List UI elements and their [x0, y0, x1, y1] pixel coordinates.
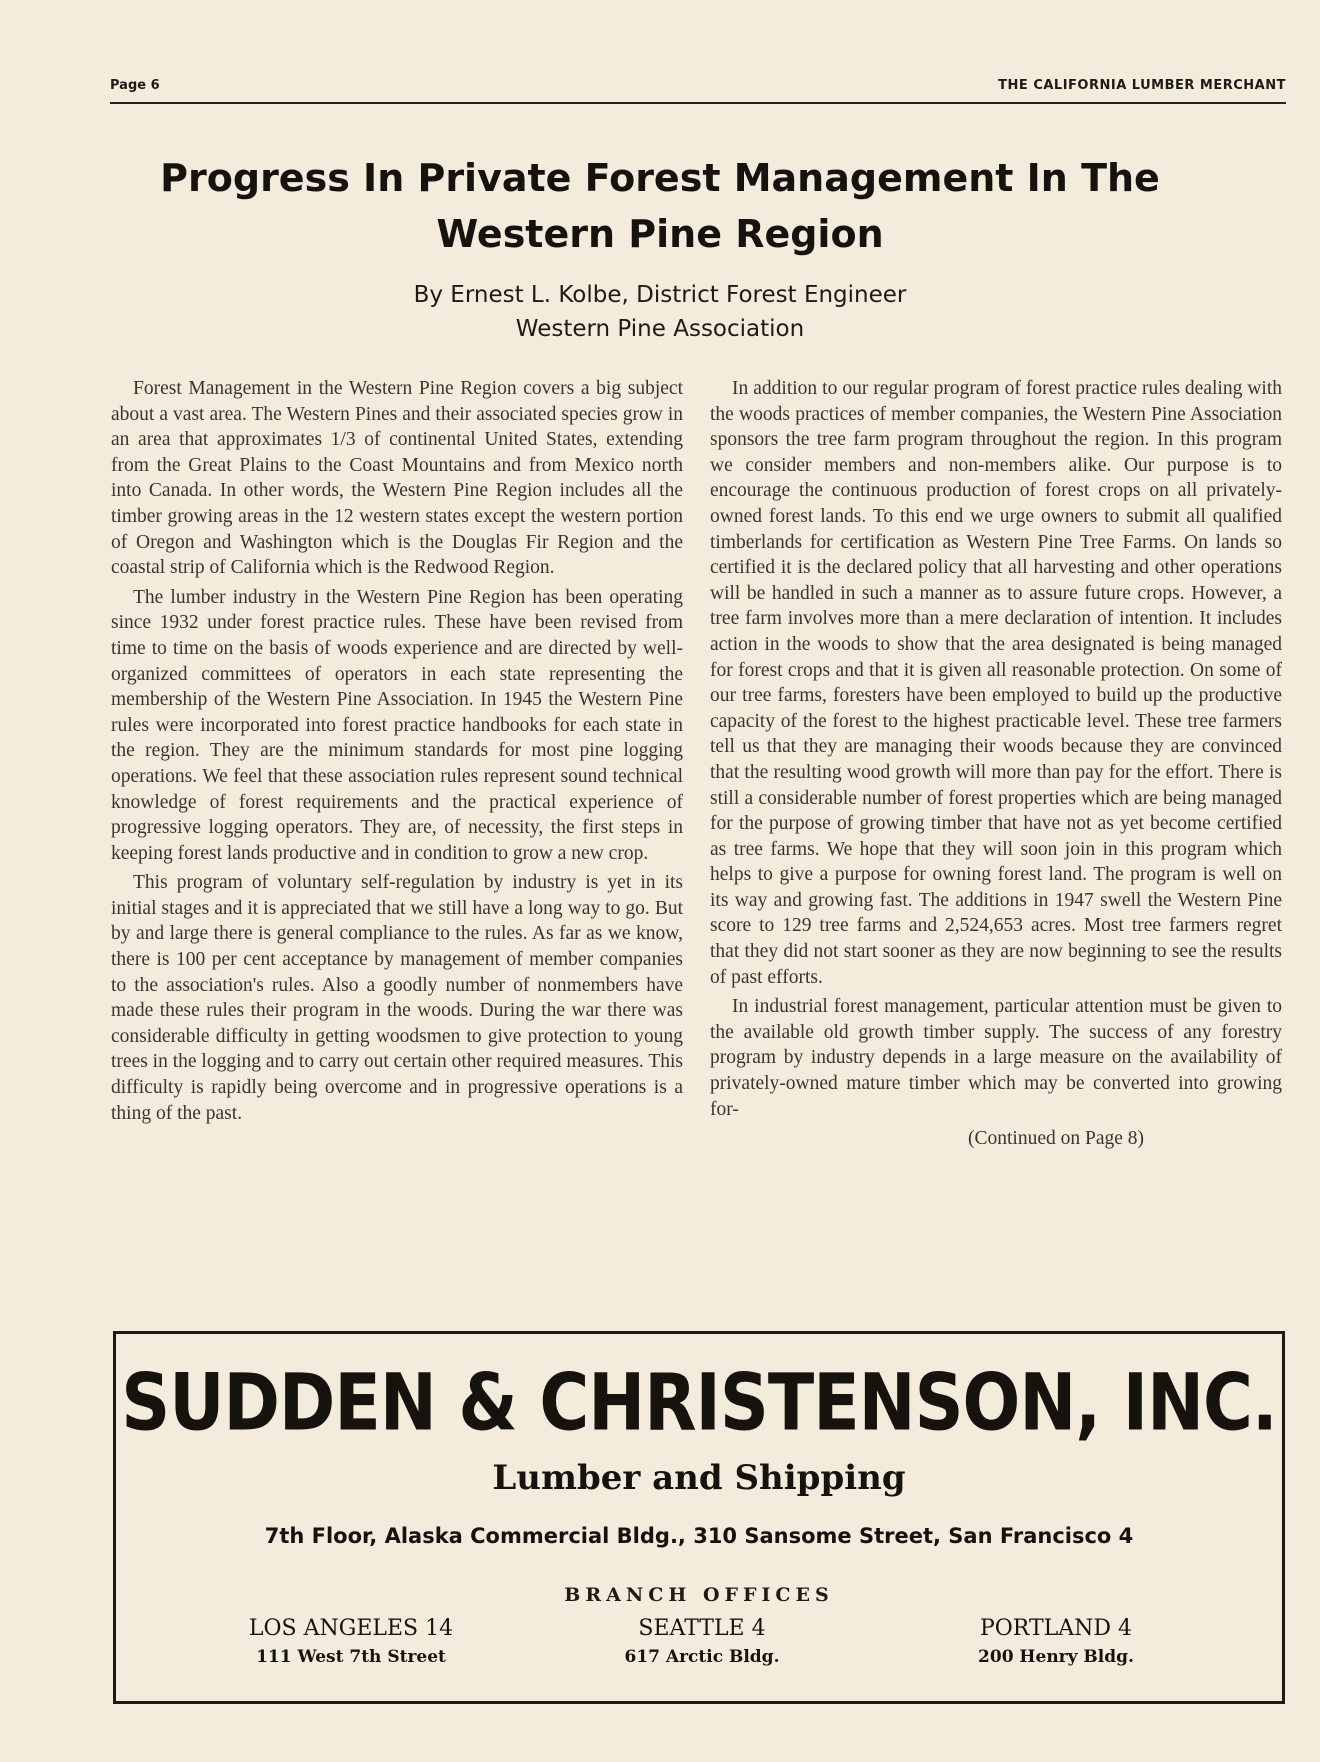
branch-address: 200 Henry Bldg. — [978, 1647, 1134, 1667]
branch-address: 617 Arctic Bldg. — [624, 1647, 780, 1667]
branch-city: PORTLAND 4 — [979, 1616, 1133, 1641]
continued-note: (Continued on Page 8) — [967, 1128, 1144, 1150]
advertisement — [113, 1331, 1285, 1704]
branch-office — [552, 1614, 852, 1670]
article-title: Progress In Private Forest Management In The Western Pine Region — [160, 156, 1160, 256]
branch-city: LOS ANGELES 14 — [248, 1616, 454, 1641]
ad-tagline: Lumber and Shipping — [492, 1458, 906, 1498]
paragraph: In addition to our regular program of forest practice rules dealing with the woods practices of member companies, the Western Pine Association sponsors the tree farm program throughout the region. In this program we consider members and non-members alike. Our purpose is to encourage the continuous production of forest crops on all privately-owned forest lands. To this end we urge owners to submit all qualified timberlands for certification as Western Pine Tree Farms. On lands so certified it is the declared policy that all harvesting and other operations will be handled in such a manner as to assure future crops. However, a tree farm involves more than a mere declaration of intention. It includes action in the woods to show that the area designated is being managed for forest crops and that it is given all reasonable protection. On some of our tree farms, foresters have been employed to build up the productive capacity of the forest to the highest practicable level. These tree farmers tell us that they are managing their woods because they are convinced that the resulting wood growth will more than pay for the effort. There is still a considerable number of forest properties which are being managed for the purpose of growing timber that have not as yet become certified as tree farms. We hope that they will soon join in this program which helps to give a purpose for owning forest land. The program is well on its way and growing fast. The additions in 1947 swell the Western Pine score to 129 tree farms and 2,524,653 acres. Most tree farmers regret that they did not start sooner as they are now beginning to see the results of past efforts. — [710, 378, 1282, 988]
header-rule — [110, 102, 1286, 104]
byline-organization: Western Pine Association — [515, 316, 805, 342]
byline — [160, 278, 1160, 346]
ad-company-name: SUDDEN & CHRISTENSON, INC. — [121, 1358, 1277, 1449]
ad-branch-heading: BRANCH OFFICES — [564, 1584, 834, 1606]
branch-office — [201, 1614, 501, 1670]
branch-office — [906, 1614, 1206, 1670]
byline-author: By Ernest L. Kolbe, District Forest Engineer — [413, 282, 907, 308]
publication-title: THE CALIFORNIA LUMBER MERCHANT — [998, 78, 1286, 93]
ad-main-address: 7th Floor, Alaska Commercial Bldg., 310 Sansome Street, San Francisco 4 — [264, 1524, 1134, 1548]
paragraph: In industrial forest management, particular attention must be given to the available old growth timber supply. The success of any forestry program by industry depends in a large measure on the availability of privately-owned mature timber which may be converted into growing for- — [710, 996, 1282, 1120]
paragraph: This program of voluntary self-regulation by industry is yet in its initial stages and it is appreciated that we still have a long way to go. But by and large there is general compliance to the rules. As far as we know, there is 100 per cent acceptance by management of member companies to the association's rules. Also a goodly number of nonmembers have made these rules their program in the woods. During the war there was considerable difficulty in getting woodsmen to give protection to young trees in the logging and to carry out certain other required measures. This difficulty is rapidly being overcome and in progressive operations is a thing of the past. — [111, 872, 683, 1124]
branch-address: 111 West 7th Street — [256, 1647, 446, 1667]
paragraph: Forest Management in the Western Pine Region covers a big subject about a vast area. The Western Pines and their associated species grow in an area that approximates 1/3 of continental United States, extending from the Great Plains to the Coast Mountains and from Mexico north into Canada. In other words, the Western Pine Region includes all the timber growing areas in the 12 western states except the western portion of Oregon and Washington which is the Douglas Fir Region and the coastal strip of California which is the Redwood Region. — [111, 378, 683, 579]
article-column-right — [710, 376, 1282, 1156]
page-number: Page 6 — [110, 78, 160, 93]
paragraph: The lumber industry in the Western Pine Region has been operating since 1932 under forest practice rules. These have been revised from time to time on the basis of woods experience and are directed by well-organized committees of operators in each state representing the membership of the Western Pine Association. In 1945 the Western Pine rules were incorporated into forest practice handbooks for each state in the region. They are the minimum standards for most pine logging operations. We feel that these association rules represent sound technical knowledge of forest requirements and the practical experience of progressive logging operators. They are, of necessity, the first steps in keeping forest lands productive and in condition to grow a new crop. — [111, 586, 683, 864]
article-column-left — [111, 376, 683, 1130]
branch-city: SEATTLE 4 — [638, 1616, 766, 1641]
